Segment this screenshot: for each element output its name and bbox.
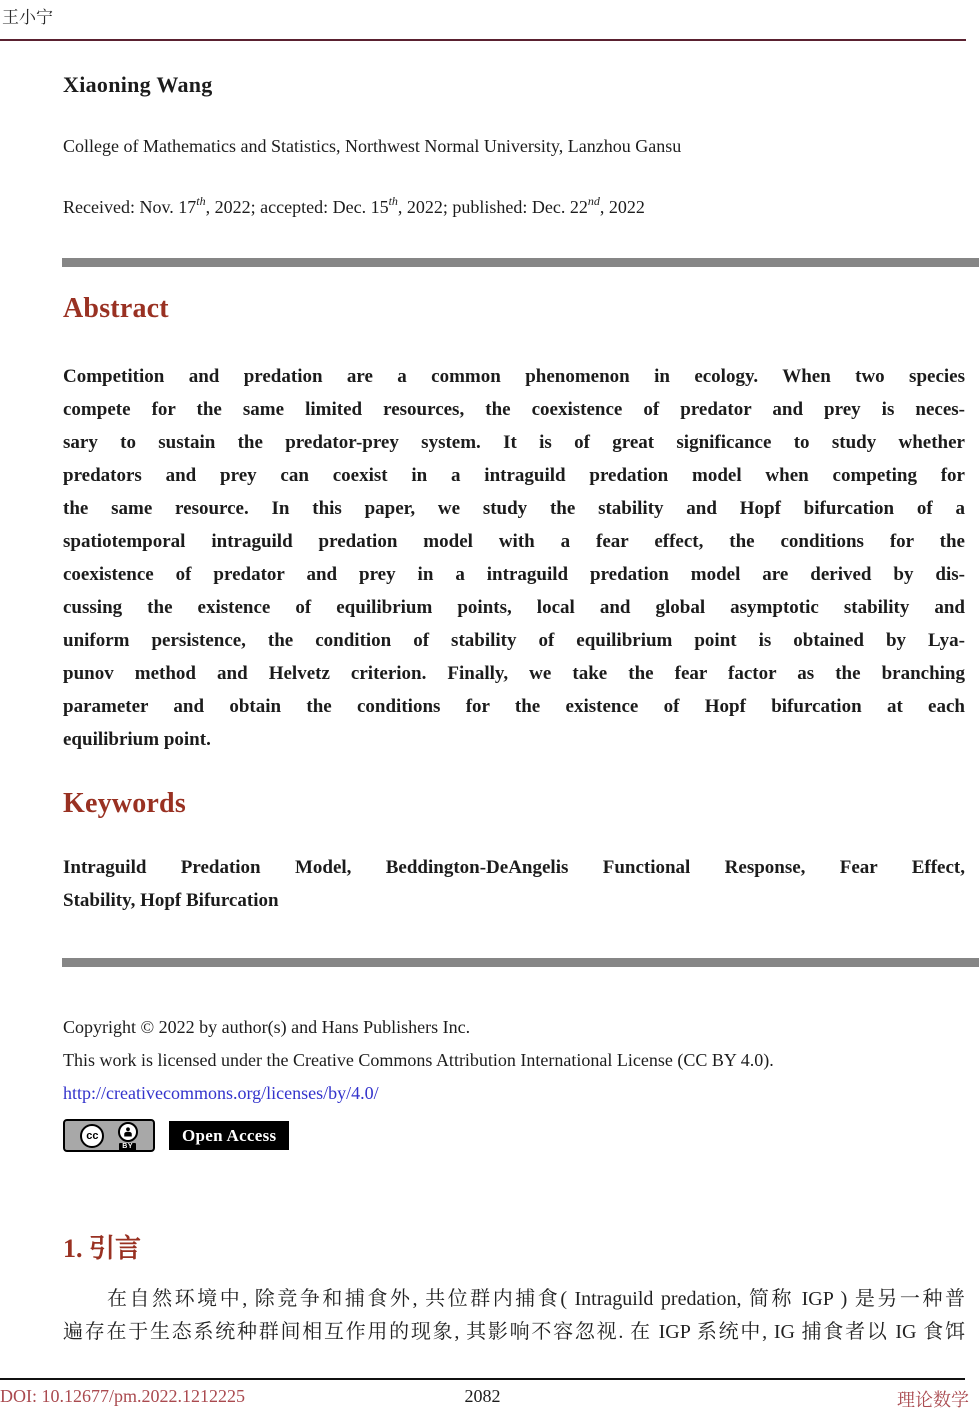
published-date: , 2022; published: Dec. 22 [397,197,588,217]
paragraph-line: 遍存在于生态系统种群间相互作用的现象, 其影响不容忽视. 在 IGP 系统中, IG 捕食者以 IG 食饵 [63,1321,965,1343]
introduction-paragraph [63,1283,965,1349]
author-name: Xiaoning Wang [63,72,213,97]
abstract-line: predators and prey can coexist in a intraguild predation model when competing for [63,465,965,486]
abstract-line: sary to sustain the predator-prey system. It is of great significance to study whether [63,432,965,453]
cc-by-label: BY [119,1143,136,1151]
dates-tail: , 2022 [599,197,645,217]
abstract-line: cussing the existence of equilibrium points, local and global asymptotic stability and [63,597,965,618]
divider-top [62,258,979,267]
abstract-heading: Abstract [63,293,169,324]
page-number: 2082 [464,1386,501,1406]
license-badges [63,1119,289,1152]
running-author: 王小宁 [2,8,53,27]
abstract-line: spatiotemporal intraguild predation model with a fear effect, the conditions for the [63,531,965,552]
page-footer [0,1386,979,1412]
cc-icon: cc [80,1124,104,1148]
abstract-text [63,360,965,756]
cc-by-attribution [118,1122,138,1151]
copyright-line: Copyright © 2022 by author(s) and Hans Publishers Inc. [63,1017,471,1037]
license-line: This work is licensed under the Creative Commons Attribution International License (CC BY 4.0). [63,1050,774,1070]
journal-name: 理论数学 [897,1390,969,1410]
doi-link[interactable]: DOI: 10.12677/pm.2022.1212225 [0,1386,245,1406]
abstract-line: coexistence of predator and prey in a intraguild predation model are derived by dis- [63,564,965,585]
abstract-line: uniform persistence, the condition of stability of equilibrium point is obtained by Lya- [63,630,965,651]
keywords-heading: Keywords [63,788,186,819]
article-dates [63,195,645,218]
received-ordinal: th [196,194,206,208]
open-access-badge[interactable]: Open Access [169,1121,289,1150]
cc-by-badge[interactable] [63,1119,155,1152]
abstract-line: the same resource. In this paper, we study the stability and Hopf bifurcation of a [63,498,965,519]
keywords-text [63,851,965,917]
author-affiliation: College of Mathematics and Statistics, Northwest Normal University, Lanzhou Gansu [63,136,682,156]
abstract-line: equilibrium point. [63,729,211,750]
copyright-block [63,1011,965,1110]
accepted-ordinal: th [388,194,398,208]
header-rule [0,39,966,41]
accepted-date: , 2022; accepted: Dec. 15 [205,197,389,217]
divider-bottom [62,958,979,967]
paragraph-line: 在自然环境中, 除竞争和捕食外, 共位群内捕食( Intraguild predation, 简称 IGP ) 是另一种普 [107,1288,965,1310]
section-1-heading: 1. 引言 [63,1234,142,1263]
footer-rule [0,1378,965,1380]
keywords-line: Intraguild Predation Model, Beddington-DeAngelis Functional Response, Fear Effect, [63,857,965,878]
person-icon [118,1122,138,1142]
abstract-line: Competition and predation are a common phenomenon in ecology. When two species [63,366,965,387]
keywords-line: Stability, Hopf Bifurcation [63,890,279,911]
abstract-line: punov method and Helvetz criterion. Finally, we take the fear factor as the branching [63,663,965,684]
license-link[interactable]: http://creativecommons.org/licenses/by/4.0/ [63,1083,379,1103]
received-date: Received: Nov. 17 [63,197,197,217]
abstract-line: compete for the same limited resources, the coexistence of predator and prey is neces- [63,399,965,420]
published-ordinal: nd [587,194,600,208]
abstract-line: parameter and obtain the conditions for the existence of Hopf bifurcation at each [63,696,965,717]
